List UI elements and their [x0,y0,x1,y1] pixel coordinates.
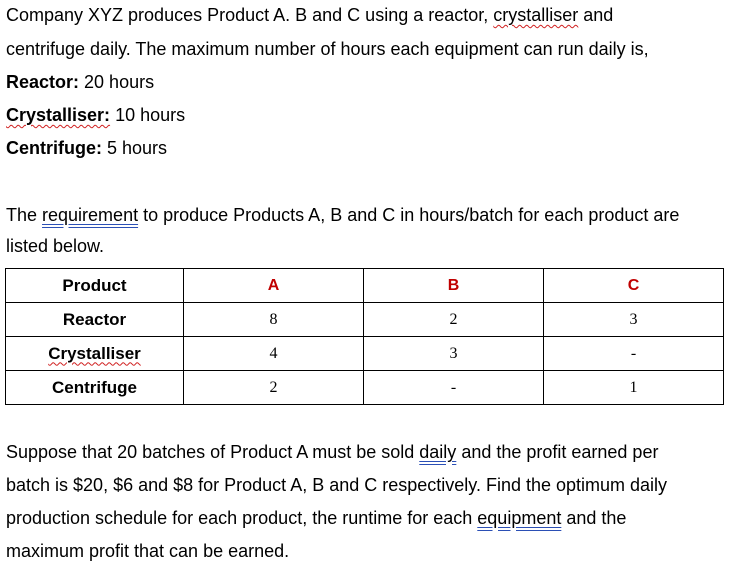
cell: 4 [184,337,364,371]
row-label-reactor: Reactor [6,303,184,337]
limit-value: 5 hours [102,138,168,158]
question-line-1 [6,441,658,463]
question-text-end: and the profit earned per [456,442,659,462]
cell: 3 [544,303,724,337]
question-line-4: maximum profit that can be earned. [6,541,290,561]
cell: - [544,337,724,371]
limit-reactor [6,71,154,93]
limit-centrifuge [6,137,167,159]
requirement-line-1 [6,204,679,226]
intro-text-end: and [578,5,614,25]
requirement-text: The [6,205,43,225]
cell: 1 [544,371,724,405]
limit-label: Centrifuge: [6,138,102,158]
question-text: production schedule for each product, the runtime for each [6,508,478,528]
equipment-word: equipment [477,508,562,528]
header-b: B [364,269,544,303]
limit-label: Reactor: [6,72,80,92]
requirement-line-2: listed below. [6,236,105,256]
question-text: Suppose that 20 batches of Product A must be sold [6,442,420,462]
question-line-3 [6,507,626,529]
requirement-word: requirement [42,205,139,225]
limit-crystalliser [6,104,185,126]
header-a: A [184,269,364,303]
table-header-row [6,269,724,303]
question-text-end: and the [561,508,627,528]
header-c: C [544,269,724,303]
intro-line-2: centrifuge daily. The maximum number of hours each equipment can run daily is, [6,39,649,59]
table-row [6,371,724,405]
row-label-text: Crystalliser [48,343,141,363]
crystalliser-word: crystalliser [493,5,579,25]
cell: 3 [364,337,544,371]
requirements-table [5,268,724,405]
limit-value: 10 hours [110,105,186,125]
limit-label: Crystalliser: [6,105,111,125]
question-line-2: batch is $20, $6 and $8 for Product A, B and C respectively. Find the optimum daily [6,475,668,495]
row-label-crystalliser [6,337,184,371]
cell: 2 [184,371,364,405]
table-row [6,303,724,337]
cell: 8 [184,303,364,337]
daily-word: daily [419,442,457,462]
cell: 2 [364,303,544,337]
intro-line-1 [6,4,613,26]
requirement-text-end: to produce Products A, B and C in hours/batch for each product are [138,205,680,225]
header-product: Product [6,269,184,303]
table-row [6,337,724,371]
limit-value: 20 hours [79,72,155,92]
row-label-centrifuge: Centrifuge [6,371,184,405]
intro-text: Company XYZ produces Product A. B and C using a reactor, [6,5,494,25]
cell: - [364,371,544,405]
